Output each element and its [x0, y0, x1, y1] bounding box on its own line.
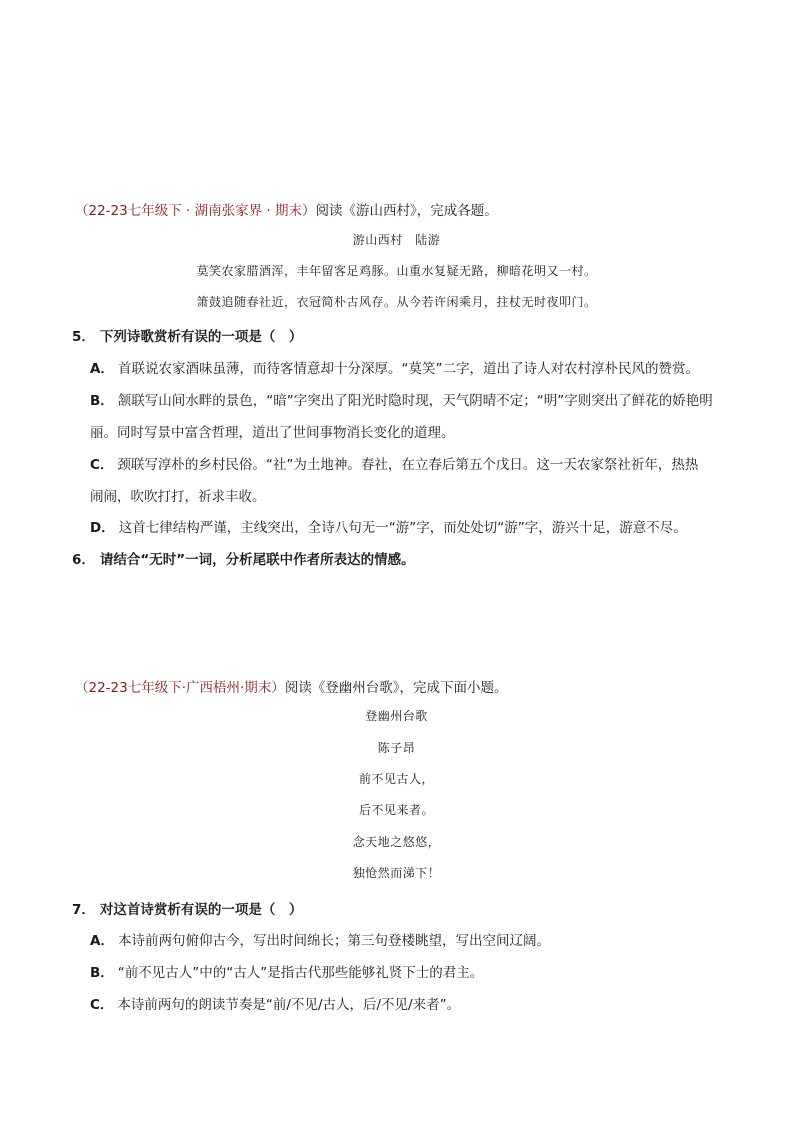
source-tag: （22-23七年级下·广西梧州·期末） — [75, 680, 285, 696]
option-text: 颔联写山间水畔的景色，“暗”字突出了阳光时隐时现，天气阴晴不定；“明”字则突出了鲜花的娇艳明 — [117, 393, 713, 409]
question-number: 7． — [72, 902, 95, 918]
question-5 — [72, 325, 302, 345]
option-letter: C． — [90, 997, 114, 1013]
option-letter: C． — [90, 457, 114, 473]
question-text: 对这首诗赏析有误的一项是（ ） — [99, 902, 303, 918]
option-a[interactable] — [90, 357, 699, 377]
option-letter: A． — [90, 933, 114, 949]
poem-title: 登幽州台歌 — [365, 709, 428, 723]
poem-line: 独怆然而涕下！ — [352, 866, 441, 880]
option-text: “前不见古人”中的“古人”是指古代那些能够礼贤下士的君主。 — [117, 965, 484, 981]
option-text: 首联说农家酒味虽薄，而待客情意却十分深厚。“莫笑”二字，道出了诗人对农村淳朴民风的赞赏。 — [117, 361, 699, 377]
poem-title-author: 游山西村 陆游 — [352, 233, 441, 247]
source-tag: （22-23七年级下 · 湖南张家界 · 期末） — [75, 203, 316, 219]
option-letter: B． — [90, 393, 114, 409]
question-6 — [72, 548, 415, 568]
poem-line: 莫笑农家腊酒浑，丰年留客足鸡豚。山重水复疑无路，柳暗花明又一村。 — [196, 264, 597, 278]
option-text: 本诗前两句俯仰古今，写出时间绵长；第三句登楼眺望，写出空间辽阔。 — [117, 933, 550, 949]
passage-header-1 — [75, 199, 498, 219]
instruction-text: 阅读《登幽州台歌》，完成下面小题。 — [284, 680, 508, 696]
option-b-continued: 丽。同时写景中富含哲理，道出了世间事物消长变化的道理。 — [90, 425, 455, 441]
question-number: 6． — [72, 552, 95, 568]
option-b[interactable] — [90, 961, 483, 981]
option-text: 本诗前两句的朗读节奏是“前/不见/古人，后/不见/来者”。 — [117, 997, 461, 1013]
option-c-continued: 闹闹，吹吹打打，祈求丰收。 — [90, 489, 266, 505]
option-d[interactable] — [90, 516, 687, 536]
question-text: 请结合“无时”一词，分析尾联中作者所表达的情感。 — [99, 552, 415, 568]
option-b[interactable] — [90, 389, 713, 409]
poem-line: 念天地之悠悠， — [352, 835, 441, 849]
option-letter: D． — [90, 520, 115, 536]
poem-line: 前不见古人， — [358, 772, 434, 786]
option-c[interactable] — [90, 993, 460, 1013]
question-text: 下列诗歌赏析有误的一项是（ ） — [99, 329, 303, 345]
option-text: 这首七律结构严谨，主线突出，全诗八句无一“游”字，而处处切“游”字，游兴十足，游意不尽。 — [118, 520, 687, 536]
option-letter: A． — [90, 361, 114, 377]
poem-line: 箫鼓追随春社近，衣冠简朴古风存。从今若许闲乘月，拄杖无时夜叩门。 — [196, 295, 597, 309]
passage-header-2 — [75, 676, 508, 696]
instruction-text: 阅读《游山西村》，完成各题。 — [315, 203, 498, 219]
poem-author: 陈子昂 — [377, 741, 416, 755]
option-a[interactable] — [90, 929, 550, 949]
poem-line: 后不见来者。 — [358, 803, 434, 817]
question-number: 5． — [72, 329, 95, 345]
question-7 — [72, 898, 302, 918]
option-c[interactable] — [90, 453, 698, 473]
option-text: 颈联写淳朴的乡村民俗。“社”为土地神。春社，在立春后第五个戊日。这一天农家祭社祈年，热热 — [117, 457, 699, 473]
option-letter: B． — [90, 965, 114, 981]
